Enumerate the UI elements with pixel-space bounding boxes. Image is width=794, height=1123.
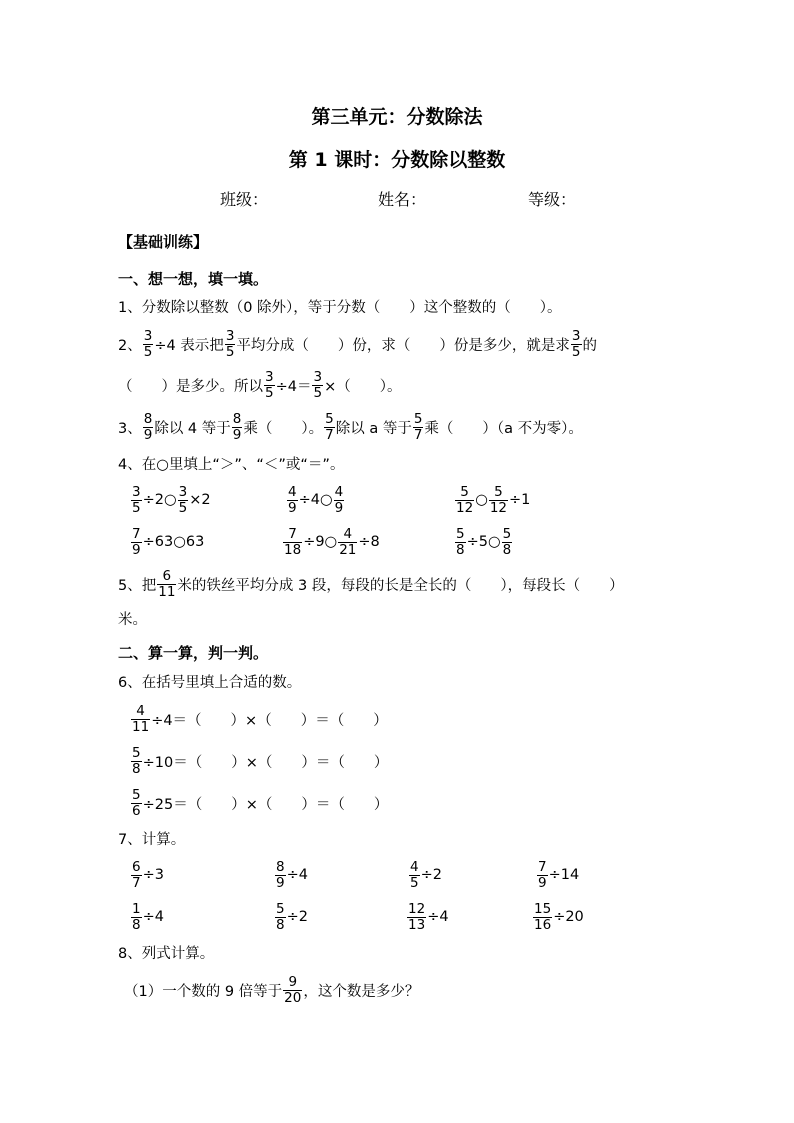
question-7: 7、计算。 bbox=[118, 832, 186, 848]
question-2-line-2 bbox=[118, 367, 401, 403]
q7-item-5 bbox=[130, 899, 164, 935]
question-2-line-1 bbox=[118, 326, 597, 362]
fraction bbox=[232, 412, 243, 443]
denominator: 7 bbox=[132, 874, 141, 891]
q7-item-8 bbox=[532, 899, 584, 935]
denominator: 5 bbox=[178, 499, 188, 516]
numerator: 8 bbox=[143, 410, 153, 427]
numerator: 12 bbox=[408, 900, 426, 917]
fraction bbox=[178, 485, 189, 516]
part1-heading: 一、想一想，填一填。 bbox=[118, 270, 269, 288]
q5-text-3: 米。 bbox=[118, 612, 147, 628]
q4-compare-c bbox=[454, 482, 530, 518]
q2-text-4: （ ）是多少。所以 bbox=[118, 378, 263, 395]
grade-label: 等级： bbox=[528, 190, 577, 209]
denominator: 9 bbox=[334, 499, 344, 516]
q3-text-3: 除以 a 等于 bbox=[335, 420, 412, 437]
fraction bbox=[143, 412, 154, 443]
fraction bbox=[413, 412, 424, 443]
fraction bbox=[283, 527, 302, 558]
q4c-text-2: ÷1 bbox=[509, 492, 531, 508]
q4d-text-1: ÷63○63 bbox=[142, 534, 205, 550]
fraction bbox=[225, 329, 236, 360]
q2-text-6: ×（ ）。 bbox=[324, 378, 402, 395]
page-title: 第三单元：分数除法 bbox=[311, 106, 483, 128]
denominator: 20 bbox=[284, 989, 302, 1006]
q7-item-7 bbox=[406, 899, 449, 935]
question-1: 1、分数除以整数（0 除外），等于分数（ ）这个整数的（ ）。 bbox=[118, 300, 562, 316]
denominator: 8 bbox=[502, 541, 512, 558]
fraction bbox=[131, 746, 142, 777]
q5-text-2: 米的铁丝平均分成 3 段，每段的长是全长的（ ），每段长（ ） bbox=[177, 577, 624, 594]
q4e-text-2: ÷8 bbox=[358, 534, 380, 550]
denominator: 12 bbox=[489, 499, 508, 516]
page-subtitle: 第 1 课时：分数除以整数 bbox=[288, 149, 506, 171]
fraction bbox=[409, 860, 420, 891]
fraction bbox=[533, 902, 552, 933]
fraction bbox=[571, 329, 582, 360]
class-label: 班级： bbox=[220, 190, 269, 209]
q7-op: ÷20 bbox=[553, 909, 584, 925]
fraction bbox=[131, 902, 142, 933]
denominator: 21 bbox=[339, 541, 357, 558]
numerator: 8 bbox=[276, 858, 285, 875]
q8-part-1 bbox=[124, 972, 419, 1008]
denominator: 8 bbox=[132, 916, 141, 933]
question-8: 8、列式计算。 bbox=[118, 946, 215, 962]
fraction bbox=[287, 485, 298, 516]
numerator: 3 bbox=[178, 483, 188, 500]
denominator: 9 bbox=[143, 426, 153, 443]
name-label: 姓名： bbox=[378, 190, 427, 209]
fraction bbox=[537, 860, 548, 891]
numerator: 3 bbox=[143, 327, 153, 344]
denominator: 5 bbox=[571, 343, 581, 360]
denominator: 9 bbox=[276, 874, 285, 891]
q4f-text-1: ÷5○ bbox=[466, 534, 501, 550]
q7-op: ÷14 bbox=[548, 867, 580, 883]
numerator: 4 bbox=[334, 483, 344, 500]
denominator: 9 bbox=[132, 541, 141, 558]
fraction bbox=[131, 788, 142, 819]
numerator: 3 bbox=[265, 368, 274, 385]
numerator: 7 bbox=[538, 858, 547, 875]
fraction bbox=[338, 527, 357, 558]
numerator: 5 bbox=[455, 485, 474, 501]
numerator: 8 bbox=[232, 410, 242, 427]
denominator: 9 bbox=[288, 499, 297, 516]
numerator: 4 bbox=[338, 527, 357, 543]
q7-op: ÷4 bbox=[427, 909, 449, 925]
q4-compare-f bbox=[454, 524, 513, 560]
fraction bbox=[312, 370, 323, 401]
q4-compare-b bbox=[286, 482, 345, 518]
fraction bbox=[455, 527, 466, 558]
denominator: 7 bbox=[325, 426, 334, 443]
numerator: 5 bbox=[132, 786, 141, 803]
q4e-text-1: ÷9○ bbox=[303, 534, 338, 550]
fraction bbox=[131, 485, 142, 516]
fraction bbox=[489, 485, 508, 516]
numerator: 5 bbox=[325, 410, 334, 427]
denominator: 5 bbox=[410, 874, 419, 891]
denominator: 9 bbox=[538, 874, 547, 891]
q7-item-3 bbox=[408, 857, 442, 893]
denominator: 5 bbox=[132, 499, 141, 516]
numerator: 5 bbox=[132, 744, 141, 761]
fraction bbox=[502, 527, 513, 558]
numerator: 7 bbox=[283, 527, 302, 543]
question-5 bbox=[118, 566, 624, 602]
fraction bbox=[455, 485, 474, 516]
question-6: 6、在括号里填上合适的数。 bbox=[118, 675, 302, 691]
denominator: 8 bbox=[132, 760, 141, 777]
q7-item-2 bbox=[274, 857, 308, 893]
part2-heading: 二、算一算，判一判。 bbox=[118, 644, 269, 662]
q6-row-1-text: ÷4＝（ ）×（ ）＝（ ） bbox=[151, 712, 388, 729]
fraction bbox=[334, 485, 345, 516]
q6-row-3-text: ÷25＝（ ）×（ ）＝（ ） bbox=[142, 796, 389, 813]
numerator: 1 bbox=[132, 900, 141, 917]
numerator: 4 bbox=[410, 858, 419, 875]
q7-item-4 bbox=[536, 857, 579, 893]
denominator: 8 bbox=[456, 541, 465, 558]
numerator: 3 bbox=[225, 327, 235, 344]
numerator: 5 bbox=[413, 410, 423, 427]
numerator: 4 bbox=[131, 704, 150, 720]
question-4: 4、在○里填上“＞”、“＜”或“＝”。 bbox=[118, 457, 345, 473]
q4-compare-e bbox=[282, 524, 380, 560]
denominator: 5 bbox=[265, 384, 274, 401]
q2-text-5: ÷4＝ bbox=[275, 378, 312, 395]
fraction bbox=[275, 902, 286, 933]
q6-row-2 bbox=[130, 743, 388, 779]
denominator: 12 bbox=[456, 499, 474, 516]
denominator: 8 bbox=[276, 916, 285, 933]
question-3 bbox=[118, 409, 583, 445]
denominator: 9 bbox=[232, 426, 242, 443]
q4-compare-d bbox=[130, 524, 204, 560]
fraction bbox=[131, 527, 142, 558]
q7-item-1 bbox=[130, 857, 164, 893]
denominator: 5 bbox=[143, 343, 153, 360]
q4b-text-1: ÷4○ bbox=[298, 492, 333, 508]
q3-text-2: 乘（ ）。 bbox=[243, 420, 324, 437]
fraction bbox=[264, 370, 275, 401]
q4-compare-a bbox=[130, 482, 211, 518]
q2-text-2: 平均分成（ ）份，求（ ）份是多少，就是求 bbox=[236, 337, 570, 354]
q6-row-1 bbox=[130, 701, 388, 737]
q3-number: 3、 bbox=[118, 420, 142, 437]
numerator: 5 bbox=[489, 485, 508, 501]
denominator: 18 bbox=[284, 541, 302, 558]
q4c-text-1: ○ bbox=[475, 492, 488, 508]
denominator: 7 bbox=[413, 426, 423, 443]
q7-op: ÷2 bbox=[286, 909, 308, 925]
q7-op: ÷4 bbox=[286, 867, 308, 883]
q3-text-4: 乘（ ）（a 不为零）。 bbox=[424, 420, 583, 437]
numerator: 15 bbox=[534, 900, 552, 917]
fraction bbox=[157, 569, 176, 600]
denominator: 13 bbox=[408, 916, 426, 933]
numerator: 5 bbox=[502, 525, 512, 542]
q2-text-3: 的 bbox=[582, 337, 597, 354]
denominator: 5 bbox=[225, 343, 235, 360]
q4a-text-2: ×2 bbox=[189, 492, 211, 508]
fraction bbox=[143, 329, 154, 360]
numerator: 7 bbox=[132, 525, 141, 542]
q7-item-6 bbox=[274, 899, 308, 935]
fraction bbox=[275, 860, 286, 891]
denominator: 16 bbox=[534, 916, 552, 933]
q3-text-1: 除以 4 等于 bbox=[154, 420, 231, 437]
numerator: 4 bbox=[288, 483, 297, 500]
q7-op: ÷4 bbox=[142, 909, 164, 925]
numerator: 6 bbox=[157, 569, 176, 585]
numerator: 6 bbox=[132, 858, 141, 875]
q5-text-1: 5、把 bbox=[118, 577, 157, 594]
fraction bbox=[407, 902, 426, 933]
q8-text-2: ，这个数是多少？ bbox=[303, 983, 420, 1000]
fraction bbox=[324, 412, 335, 443]
q2-number: 2、 bbox=[118, 337, 142, 354]
q6-row-2-text: ÷10＝（ ）×（ ）＝（ ） bbox=[142, 754, 389, 771]
fraction bbox=[283, 975, 302, 1006]
q8-text-1: （1）一个数的 9 倍等于 bbox=[124, 983, 283, 1000]
denominator: 11 bbox=[158, 583, 176, 600]
numerator: 5 bbox=[456, 525, 465, 542]
fraction bbox=[131, 860, 142, 891]
q6-row-3 bbox=[130, 785, 388, 821]
denominator: 6 bbox=[132, 802, 141, 819]
q2-text-1: ÷4 表示把 bbox=[154, 337, 224, 354]
denominator: 5 bbox=[313, 384, 323, 401]
fraction bbox=[131, 704, 150, 735]
q4a-text-1: ÷2○ bbox=[142, 492, 177, 508]
q7-op: ÷2 bbox=[420, 867, 442, 883]
numerator: 3 bbox=[313, 368, 323, 385]
numerator: 3 bbox=[571, 327, 581, 344]
denominator: 11 bbox=[132, 718, 150, 735]
numerator: 5 bbox=[276, 900, 285, 917]
section-basic-training: 【基础训练】 bbox=[118, 233, 209, 251]
numerator: 9 bbox=[283, 975, 302, 991]
numerator: 3 bbox=[132, 483, 141, 500]
q7-op: ÷3 bbox=[142, 867, 164, 883]
